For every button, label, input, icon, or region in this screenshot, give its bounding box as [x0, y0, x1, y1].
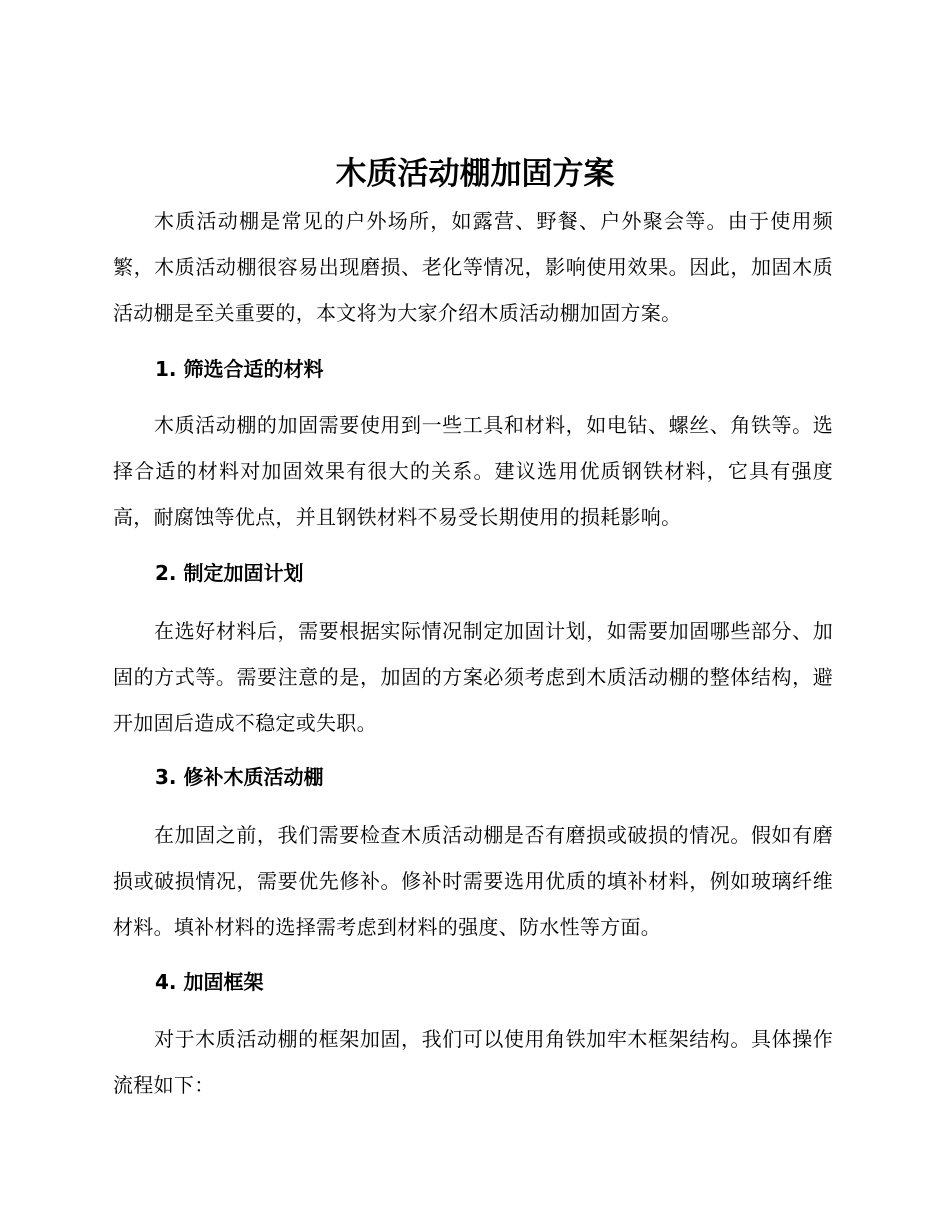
- section-body-plan: 在选好材料后，需要根据实际情况制定加固计划，如需要加固哪些部分、加固的方式等。需要注意的是，加固的方案必须考虑到木质活动棚的整体结构，避开加固后造成不稳定或失职。: [113, 619, 833, 735]
- section-body-materials: 木质活动棚的加固需要使用到一些工具和材料，如电钻、螺丝、角铁等。选择合适的材料对加固效果有很大的关系。建议选用优质钢铁材料，它具有强度高，耐腐蚀等优点，并且钢铁材料不易受长期使用的损耗影响。: [113, 413, 833, 529]
- section-heading-repair: 3. 修补木质活动棚: [155, 765, 324, 789]
- section-body-frame: 对于木质活动棚的框架加固，我们可以使用角铁加牢木框架结构。具体操作流程如下：: [113, 1027, 833, 1097]
- section-body-repair: 在加固之前，我们需要检查木质活动棚是否有磨损或破损的情况。假如有磨损或破损情况，需要优先修补。修补时需要选用优质的填补材料，例如玻璃纤维材料。填补材料的选择需考虑到材料的强度、防水性等方面。: [113, 823, 833, 939]
- intro-paragraph: 木质活动棚是常见的户外场所，如露营、野餐、户外聚会等。由于使用频繁，木质活动棚很容易出现磨损、老化等情况，影响使用效果。因此，加固木质活动棚是至关重要的，本文将为大家介绍木质活动棚加固方案。: [113, 209, 833, 325]
- section-heading-materials: 1. 筛选合适的材料: [155, 357, 324, 381]
- section-heading-plan: 2. 制定加固计划: [155, 561, 304, 585]
- section-heading-frame: 4. 加固框架: [155, 970, 264, 994]
- document-title: 木质活动棚加固方案: [335, 156, 615, 192]
